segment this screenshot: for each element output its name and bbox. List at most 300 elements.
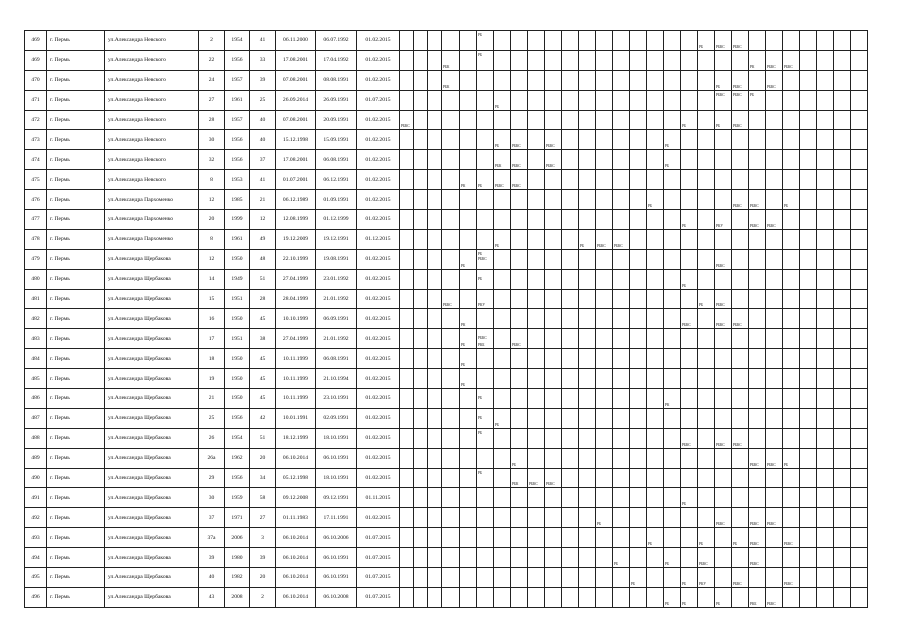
grid-cell	[579, 249, 596, 269]
date-3-cell: 01.02.2015	[357, 150, 400, 170]
grid-cell	[528, 190, 545, 210]
row-number: 487	[25, 408, 47, 428]
grid-cell	[428, 468, 442, 488]
grid-cell	[460, 190, 477, 210]
grid-cell	[800, 309, 817, 329]
grid-cell	[851, 448, 868, 468]
table-row	[25, 548, 868, 568]
grid-cell	[817, 50, 834, 70]
grid-cell	[460, 488, 477, 508]
grid-cell	[428, 528, 442, 548]
table-row	[25, 428, 868, 448]
grid-cell	[783, 448, 800, 468]
grid-cell	[749, 110, 766, 130]
grid-cell	[545, 31, 562, 51]
grid-cell	[681, 587, 698, 607]
grid-cell	[698, 428, 715, 448]
date-1-cell: 19.12.2009	[276, 229, 316, 249]
grid-cell	[579, 548, 596, 568]
grid-cell	[400, 70, 414, 90]
grid-cell	[647, 229, 664, 249]
grid-cell	[511, 548, 528, 568]
date-1-cell: 06.10.2014	[276, 568, 316, 588]
grid-cell	[400, 170, 414, 190]
grid-cell	[851, 150, 868, 170]
grid-cell	[664, 229, 681, 249]
grid-cell	[766, 389, 783, 409]
grid-cell	[528, 289, 545, 309]
grid-cell	[766, 408, 783, 428]
mark-label: РБ	[478, 415, 483, 420]
date-1-cell: 27.04.1999	[276, 329, 316, 349]
grid-cell	[400, 488, 414, 508]
grid-cell	[511, 269, 528, 289]
table-row	[25, 369, 868, 389]
grid-cell	[442, 468, 460, 488]
grid-cell	[428, 408, 442, 428]
date-3-cell: 01.07.2015	[357, 548, 400, 568]
grid-cell	[460, 150, 477, 170]
grid-cell	[647, 130, 664, 150]
grid-cell	[579, 587, 596, 607]
grid-cell	[477, 50, 494, 70]
grid-cell	[817, 468, 834, 488]
grid-cell	[783, 249, 800, 269]
grid-cell	[414, 309, 428, 329]
grid-cell	[732, 389, 749, 409]
grid-cell	[596, 229, 613, 249]
house-number-cell: 18	[199, 349, 225, 369]
street-cell: ул.Александра Невского	[105, 50, 199, 70]
grid-cell	[834, 130, 851, 150]
mark-label: РБ	[784, 204, 789, 209]
grid-cell	[664, 110, 681, 130]
grid-cell	[630, 369, 647, 389]
grid-cell	[817, 448, 834, 468]
grid-cell	[664, 548, 681, 568]
grid-cell	[766, 31, 783, 51]
grid-cell	[698, 369, 715, 389]
grid-cell	[834, 110, 851, 130]
grid-cell	[749, 269, 766, 289]
grid-cell	[477, 170, 494, 190]
grid-cell	[834, 190, 851, 210]
grid-cell	[664, 528, 681, 548]
grid-cell	[511, 349, 528, 369]
grid-cell	[460, 289, 477, 309]
grid-cell	[596, 508, 613, 528]
grid-cell	[698, 528, 715, 548]
grid-cell	[596, 289, 613, 309]
grid-cell	[442, 329, 460, 349]
grid-cell	[851, 528, 868, 548]
mark-label: РКУ	[716, 223, 723, 228]
grid-cell	[749, 249, 766, 269]
grid-cell	[579, 369, 596, 389]
mark-label: РБКС	[767, 64, 776, 69]
mark-label: РБКС	[750, 542, 759, 547]
grid-cell	[817, 329, 834, 349]
grid-cell	[414, 568, 428, 588]
city-cell: г. Пермь	[47, 528, 105, 548]
date-3-cell: 01.02.2015	[357, 309, 400, 329]
grid-cell	[613, 269, 630, 289]
grid-cell	[428, 50, 442, 70]
grid-cell	[460, 269, 477, 289]
grid-cell	[834, 389, 851, 409]
city-cell: г. Пермь	[47, 389, 105, 409]
grid-cell	[477, 468, 494, 488]
grid-cell	[851, 31, 868, 51]
grid-cell	[596, 408, 613, 428]
grid-cell	[494, 408, 511, 428]
grid-cell	[715, 50, 732, 70]
grid-cell	[647, 349, 664, 369]
date-2-cell: 21.10.1994	[316, 369, 357, 389]
grid-cell	[817, 428, 834, 448]
grid-cell	[460, 90, 477, 110]
grid-cell	[749, 309, 766, 329]
grid-cell	[783, 508, 800, 528]
grid-cell	[562, 468, 579, 488]
date-2-cell: 01.09.1991	[316, 190, 357, 210]
grid-cell	[494, 110, 511, 130]
grid-cell	[630, 468, 647, 488]
grid-cell	[545, 369, 562, 389]
grid-cell	[545, 329, 562, 349]
grid-cell	[562, 150, 579, 170]
grid-cell	[511, 31, 528, 51]
date-1-cell: 17.08.2001	[276, 50, 316, 70]
grid-cell	[749, 50, 766, 70]
grid-cell	[596, 329, 613, 349]
grid-cell	[800, 508, 817, 528]
grid-cell	[698, 448, 715, 468]
grid-cell	[834, 50, 851, 70]
house-number-cell: 25	[199, 408, 225, 428]
grid-cell	[749, 90, 766, 110]
count-cell: 34	[250, 468, 276, 488]
date-3-cell: 01.02.2015	[357, 408, 400, 428]
grid-cell	[494, 468, 511, 488]
grid-cell	[783, 548, 800, 568]
grid-cell	[783, 587, 800, 607]
mark-label: РБКС	[478, 336, 487, 341]
grid-cell	[460, 229, 477, 249]
grid-cell	[442, 190, 460, 210]
grid-cell	[579, 329, 596, 349]
grid-cell	[442, 488, 460, 508]
mark-label: РБКС	[733, 124, 742, 129]
grid-cell	[562, 508, 579, 528]
grid-cell	[414, 448, 428, 468]
street-cell: ул.Александра Невского	[105, 70, 199, 90]
grid-cell	[766, 428, 783, 448]
grid-cell	[783, 468, 800, 488]
street-cell: ул.Александра Пархоменко	[105, 210, 199, 230]
grid-cell	[562, 50, 579, 70]
grid-cell	[800, 229, 817, 249]
grid-cell	[800, 448, 817, 468]
grid-cell	[562, 289, 579, 309]
grid-cell	[800, 269, 817, 289]
date-2-cell: 09.12.1991	[316, 488, 357, 508]
grid-cell	[511, 150, 528, 170]
grid-cell	[477, 389, 494, 409]
grid-cell	[698, 508, 715, 528]
mark-label: РБ	[461, 263, 466, 268]
mark-label: РБ	[682, 581, 687, 586]
grid-cell	[681, 508, 698, 528]
grid-cell	[749, 528, 766, 548]
grid-cell	[442, 210, 460, 230]
grid-cell	[511, 508, 528, 528]
grid-cell	[783, 190, 800, 210]
grid-cell	[477, 130, 494, 150]
mark-label: РБ	[682, 601, 687, 606]
mark-label: РБ	[699, 303, 704, 308]
grid-cell	[834, 210, 851, 230]
date-1-cell: 26.09.2014	[276, 90, 316, 110]
mark-label: РБКС	[716, 92, 725, 97]
grid-cell	[766, 468, 783, 488]
grid-cell	[596, 568, 613, 588]
date-3-cell: 01.02.2015	[357, 448, 400, 468]
grid-cell	[630, 150, 647, 170]
grid-cell	[647, 428, 664, 448]
grid-cell	[766, 488, 783, 508]
grid-cell	[528, 249, 545, 269]
grid-cell	[613, 349, 630, 369]
grid-cell	[579, 210, 596, 230]
grid-cell	[647, 110, 664, 130]
grid-cell	[460, 210, 477, 230]
grid-cell	[817, 389, 834, 409]
grid-cell	[834, 587, 851, 607]
grid-cell	[414, 249, 428, 269]
count-cell: 37	[250, 150, 276, 170]
date-1-cell: 01.07.2001	[276, 170, 316, 190]
grid-cell	[681, 528, 698, 548]
year-built-cell: 2008	[225, 587, 250, 607]
mark-label: РБ	[478, 430, 483, 435]
street-cell: ул.Александра Щербакова	[105, 408, 199, 428]
grid-cell	[511, 309, 528, 329]
grid-cell	[749, 289, 766, 309]
grid-cell	[783, 289, 800, 309]
grid-cell	[442, 528, 460, 548]
grid-cell	[511, 468, 528, 488]
mark-label: РБКС	[716, 323, 725, 328]
grid-cell	[749, 548, 766, 568]
grid-cell	[851, 249, 868, 269]
grid-cell	[647, 389, 664, 409]
grid-cell	[664, 329, 681, 349]
grid-cell	[528, 90, 545, 110]
row-number: 486	[25, 389, 47, 409]
year-built-cell: 1959	[225, 488, 250, 508]
grid-cell	[800, 150, 817, 170]
street-cell: ул.Александра Щербакова	[105, 468, 199, 488]
grid-cell	[630, 408, 647, 428]
year-built-cell: 1950	[225, 309, 250, 329]
grid-cell	[428, 369, 442, 389]
grid-cell	[664, 150, 681, 170]
grid-cell	[477, 249, 494, 269]
city-cell: г. Пермь	[47, 170, 105, 190]
grid-cell	[562, 329, 579, 349]
grid-cell	[664, 389, 681, 409]
grid-cell	[596, 190, 613, 210]
grid-cell	[630, 70, 647, 90]
grid-cell	[800, 90, 817, 110]
grid-cell	[732, 269, 749, 289]
grid-cell	[715, 548, 732, 568]
grid-cell	[545, 90, 562, 110]
table-row	[25, 170, 868, 190]
grid-cell	[400, 269, 414, 289]
grid-cell	[545, 190, 562, 210]
grid-cell	[732, 110, 749, 130]
mark-label: РБ	[478, 276, 483, 281]
grid-cell	[715, 428, 732, 448]
date-2-cell: 06.10.1991	[316, 448, 357, 468]
row-number: 475	[25, 170, 47, 190]
mark-label: РБКС	[750, 462, 759, 467]
grid-cell	[817, 269, 834, 289]
table-row	[25, 528, 868, 548]
grid-cell	[749, 448, 766, 468]
row-number: 485	[25, 369, 47, 389]
grid-cell	[545, 210, 562, 230]
date-3-cell: 01.02.2015	[357, 468, 400, 488]
grid-cell	[851, 468, 868, 488]
grid-cell	[494, 150, 511, 170]
street-cell: ул.Александра Щербакова	[105, 448, 199, 468]
house-number-cell: 12	[199, 249, 225, 269]
grid-cell	[414, 90, 428, 110]
grid-cell	[630, 269, 647, 289]
grid-cell	[400, 150, 414, 170]
date-2-cell: 18.10.1991	[316, 468, 357, 488]
row-number: 473	[25, 130, 47, 150]
grid-cell	[579, 70, 596, 90]
grid-cell	[442, 587, 460, 607]
mark-label: РБ	[648, 204, 653, 209]
grid-cell	[460, 408, 477, 428]
grid-cell	[414, 408, 428, 428]
grid-cell	[400, 389, 414, 409]
row-number: 494	[25, 548, 47, 568]
grid-cell	[428, 309, 442, 329]
grid-cell	[511, 210, 528, 230]
grid-cell	[511, 488, 528, 508]
row-number: 471	[25, 90, 47, 110]
grid-cell	[749, 389, 766, 409]
grid-cell	[715, 349, 732, 369]
grid-cell	[664, 508, 681, 528]
grid-cell	[511, 70, 528, 90]
grid-cell	[766, 170, 783, 190]
grid-cell	[766, 309, 783, 329]
grid-cell	[681, 468, 698, 488]
grid-cell	[749, 408, 766, 428]
date-1-cell: 12.08.1999	[276, 210, 316, 230]
grid-cell	[800, 190, 817, 210]
grid-cell	[442, 110, 460, 130]
year-built-cell: 1980	[225, 548, 250, 568]
grid-cell	[428, 587, 442, 607]
date-3-cell: 01.02.2015	[357, 249, 400, 269]
grid-cell	[477, 508, 494, 528]
grid-cell	[732, 289, 749, 309]
grid-cell	[817, 528, 834, 548]
grid-cell	[664, 70, 681, 90]
grid-cell	[613, 329, 630, 349]
grid-cell	[681, 110, 698, 130]
grid-cell	[681, 408, 698, 428]
grid-cell	[698, 408, 715, 428]
date-1-cell: 17.08.2001	[276, 150, 316, 170]
grid-cell	[783, 150, 800, 170]
grid-cell	[647, 528, 664, 548]
grid-cell	[400, 229, 414, 249]
grid-cell	[460, 31, 477, 51]
grid-cell	[511, 229, 528, 249]
grid-cell	[834, 170, 851, 190]
mark-label: РБКС	[546, 164, 555, 169]
mark-label: РБКС	[767, 522, 776, 527]
grid-cell	[428, 31, 442, 51]
grid-cell	[596, 548, 613, 568]
grid-cell	[783, 488, 800, 508]
grid-cell	[400, 110, 414, 130]
grid-cell	[428, 229, 442, 249]
grid-cell	[613, 568, 630, 588]
date-3-cell: 01.02.2015	[357, 190, 400, 210]
grid-cell	[579, 488, 596, 508]
mark-label: РБКС	[529, 482, 538, 487]
grid-cell	[596, 528, 613, 548]
grid-cell	[511, 90, 528, 110]
grid-cell	[613, 150, 630, 170]
mark-label: РБ	[665, 144, 670, 149]
grid-cell	[851, 309, 868, 329]
table-row	[25, 249, 868, 269]
grid-cell	[817, 289, 834, 309]
mark-label: РКБ	[750, 601, 757, 606]
row-number: 482	[25, 309, 47, 329]
grid-cell	[647, 210, 664, 230]
grid-cell	[817, 110, 834, 130]
grid-cell	[817, 130, 834, 150]
grid-cell	[834, 568, 851, 588]
grid-cell	[647, 269, 664, 289]
row-number: 476	[25, 190, 47, 210]
count-cell: 42	[250, 408, 276, 428]
date-1-cell: 09.12.2008	[276, 488, 316, 508]
grid-cell	[579, 468, 596, 488]
date-3-cell: 01.07.2015	[357, 568, 400, 588]
grid-cell	[579, 448, 596, 468]
grid-cell	[477, 309, 494, 329]
grid-cell	[400, 508, 414, 528]
grid-cell	[800, 349, 817, 369]
house-number-cell: 37а	[199, 528, 225, 548]
grid-cell	[428, 90, 442, 110]
grid-cell	[545, 249, 562, 269]
grid-cell	[851, 90, 868, 110]
